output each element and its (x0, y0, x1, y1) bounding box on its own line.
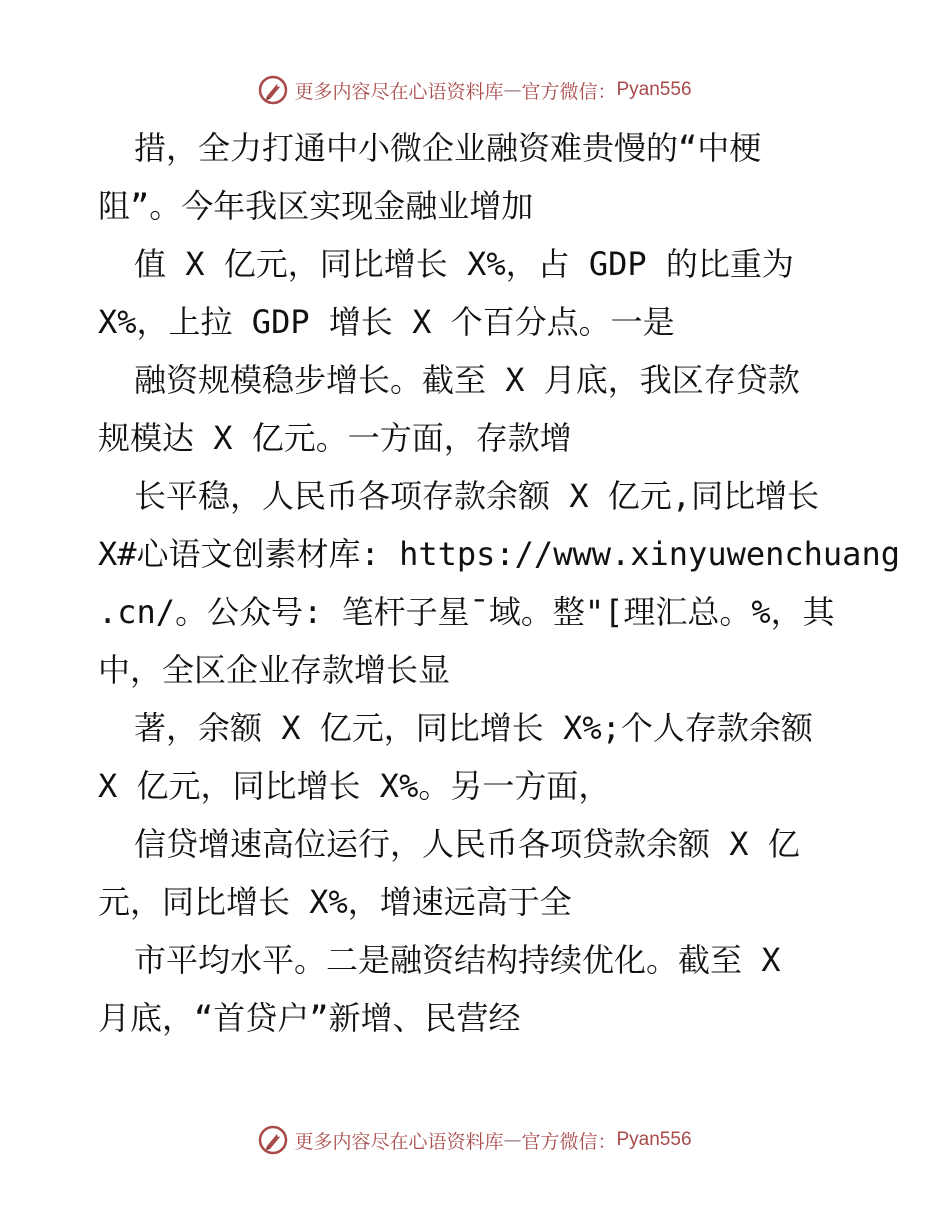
text-line: 融资规模稳步增长。截至 X 月底，我区存贷款 (134, 361, 800, 399)
text-line: 著，余额 X 亿元，同比增长 X%;个人存款余额 (134, 709, 813, 747)
banner-title: 更多内容尽在心语资料库 (294, 80, 504, 103)
text-line: 长平稳，人民币各项存款余额 X 亿元,同比增长 (134, 477, 820, 515)
text-line: 月底，“首贷户”新增、民营经 (98, 999, 521, 1037)
text-line: 规模达 X 亿元。一方面，存款增 (98, 419, 572, 457)
text-line: 市平均水平。二是融资结构持续优化。截至 X (134, 941, 781, 979)
banner-dash: — (503, 79, 522, 101)
banner-handle: Pyan556 (616, 79, 692, 100)
text-line: 信贷增速高位运行，人民币各项贷款余额 X 亿 (134, 825, 800, 863)
text-line: 阻”。今年我区实现金融业增加 (98, 187, 534, 225)
pen-logo-icon (258, 75, 288, 105)
text-line: X 亿元，同比增长 X%。另一方面， (98, 767, 611, 805)
text-line: 元，同比增长 X%，增速远高于全 (98, 883, 572, 921)
banner-title: 更多内容尽在心语资料库 (294, 1130, 504, 1153)
text-line: .cn/。公众号: 笔杆子星¯域。整"[理汇总。%，其 (98, 593, 835, 631)
banner-label: 官方微信： (521, 80, 617, 103)
header-banner (0, 72, 950, 108)
text-line: X#心语文创素材库: https://www.xinyuwenchuang (98, 535, 900, 573)
text-line: 措，全力打通中小微企业融资难贵慢的“中梗 (134, 129, 762, 167)
banner-handle: Pyan556 (616, 1129, 692, 1150)
text-line: 中，全区企业存款增长显 (98, 651, 451, 689)
text-line: 值 X 亿元，同比增长 X%，占 GDP 的比重为 (134, 245, 794, 283)
banner-label: 官方微信： (521, 1130, 617, 1153)
footer-banner (0, 1122, 950, 1158)
banner-dash: — (503, 1129, 522, 1151)
pen-logo-icon (258, 1125, 288, 1155)
text-line: X%，上拉 GDP 增长 X 个百分点。一是 (98, 303, 675, 341)
